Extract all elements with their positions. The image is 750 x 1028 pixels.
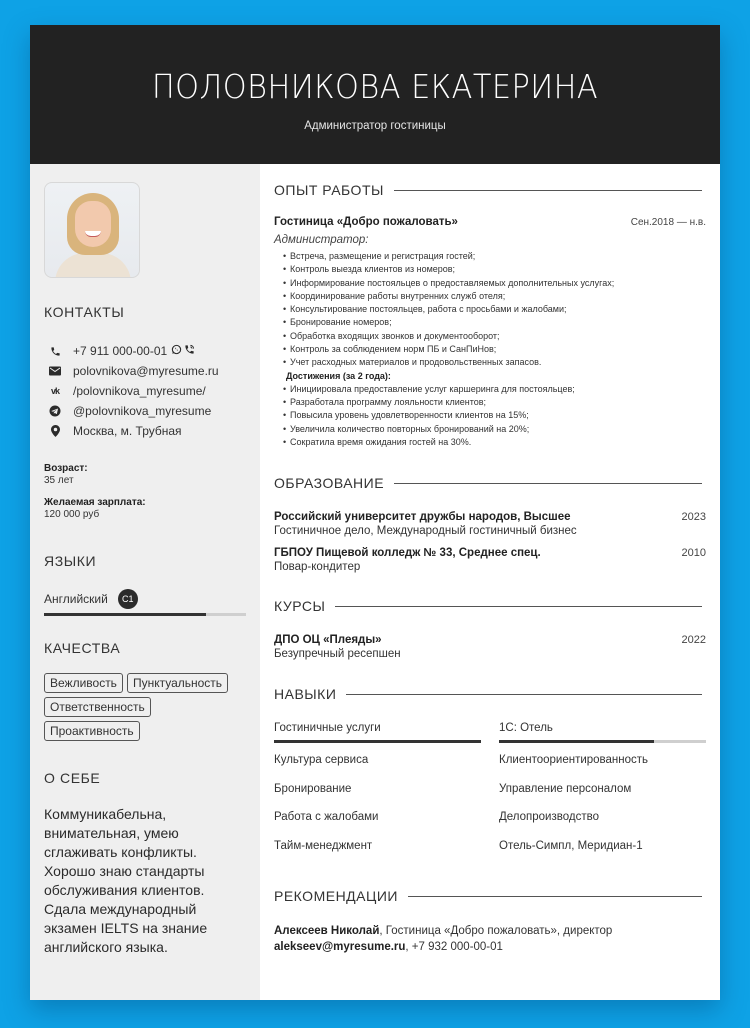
- skill-item: Отель-Симпл, Меридиан-1: [499, 839, 643, 852]
- divider: [394, 483, 702, 484]
- divider: [335, 606, 702, 607]
- quality-tag: Вежливость: [44, 673, 123, 693]
- salary-label: Желаемая зарплата:: [44, 497, 146, 508]
- skills-grid: [274, 722, 706, 868]
- contact-phone-text: +7 911 000-00-01: [73, 344, 168, 358]
- skill-level-bar: [499, 740, 706, 743]
- reference-email[interactable]: alekseev@myresume.ru: [274, 941, 406, 954]
- achievement-item: • Разработала программу лояльности клиентов;: [274, 396, 706, 409]
- contacts-list: [44, 341, 246, 441]
- telegram-icon: [48, 404, 62, 418]
- education-specialty: Гостиничное дело, Международный гостиничный бизнес: [274, 525, 577, 538]
- quality-tag: Проактивность: [44, 721, 140, 741]
- achievement-item: • Увеличила количество повторных бронирований на 20%;: [274, 423, 706, 436]
- job-duties: [274, 250, 706, 370]
- skill-item: Управление персоналом: [499, 782, 632, 795]
- course-provider: ДПО ОЦ «Плеяды»: [274, 634, 382, 647]
- language-level-bar: [44, 613, 246, 616]
- skill-item: Делопроизводство: [499, 811, 599, 824]
- qualities-list: [44, 673, 246, 741]
- language-level-badge: C1: [118, 589, 138, 609]
- contact-email-text: polovnikova@myresume.ru: [73, 364, 219, 378]
- education-year: 2010: [681, 547, 706, 560]
- salary-value: 120 000 руб: [44, 509, 100, 520]
- job-item: [274, 216, 706, 449]
- contacts-title: КОНТАКТЫ: [44, 304, 125, 320]
- about-title: О СЕБЕ: [44, 770, 101, 786]
- education-item: [274, 547, 706, 573]
- reference-phone: , +7 932 000-00-01: [405, 941, 503, 954]
- skill-level-bar: [274, 740, 481, 743]
- references-section-title: [274, 888, 706, 904]
- duty-item: • Учет расходных материалов и продовольственных запасов.: [274, 356, 706, 369]
- achievement-item: • Инициировала предоставление услуг каршеринга для постояльцев;: [274, 383, 706, 396]
- duty-item: • Бронирование номеров;: [274, 316, 706, 329]
- skills-section-title: [274, 686, 706, 702]
- languages-title: ЯЗЫКИ: [44, 553, 97, 569]
- education-specialty: Повар-кондитер: [274, 561, 361, 574]
- skill-item: Бронирование: [274, 782, 352, 795]
- education-institution: Российский университет дружбы народов, Высшее: [274, 511, 571, 524]
- quality-tag: Ответственность: [44, 697, 151, 717]
- divider: [408, 896, 702, 897]
- job-dates: Сен.2018 — н.в.: [630, 217, 706, 228]
- vk-icon: vk: [50, 386, 59, 396]
- main-content: [260, 164, 720, 1000]
- contact-email[interactable]: [44, 361, 246, 381]
- achievements-title: Достижения (за 2 года):: [286, 370, 391, 381]
- job-achievements: [274, 383, 706, 449]
- education-year: 2023: [681, 511, 706, 524]
- contact-location-text: Москва, м. Трубная: [73, 424, 182, 438]
- education-item: [274, 511, 706, 537]
- course-year: 2022: [681, 634, 706, 647]
- viber-icon[interactable]: [184, 344, 195, 358]
- experience-title-text: ОПЫТ РАБОТЫ: [274, 182, 384, 198]
- references-title-text: РЕКОМЕНДАЦИИ: [274, 888, 398, 905]
- contact-location: [44, 421, 246, 441]
- skills-title-text: НАВЫКИ: [274, 686, 337, 703]
- skill-name: Гостиничные услуги: [274, 722, 381, 735]
- course-item: [274, 634, 706, 660]
- skill-item: [499, 722, 706, 754]
- contact-telegram[interactable]: [44, 401, 246, 421]
- email-icon: [48, 364, 62, 378]
- age-label: Возраст:: [44, 463, 88, 474]
- qualities-title: КАЧЕСТВА: [44, 640, 121, 656]
- language-name: Английский: [44, 592, 108, 606]
- experience-section-title: [274, 182, 706, 198]
- education-section-title: [274, 475, 706, 491]
- reference-item: [274, 923, 706, 955]
- location-pin-icon: [48, 424, 62, 438]
- courses-title-text: КУРСЫ: [274, 598, 326, 615]
- whatsapp-icon[interactable]: [171, 344, 182, 358]
- about-text: Коммуникабельна, внимательная, умею сглаживать конфликты. Хорошо знаю стандарты обслуживания клиентов. Сдала международный экзамен IELTS на знание английского языка.: [44, 806, 208, 955]
- contact-phone[interactable]: [44, 341, 246, 361]
- courses-section-title: [274, 598, 706, 614]
- skill-item: Тайм-менеджмент: [274, 839, 373, 852]
- contact-telegram-text: @polovnikova_myresume: [73, 404, 212, 418]
- achievement-item: • Повысила уровень удовлетворенности клиентов на 15%;: [274, 409, 706, 422]
- contact-vk-text: /polovnikova_myresume/: [73, 384, 206, 398]
- avatar: [44, 182, 140, 278]
- salary-block: [44, 497, 246, 521]
- duty-item: • Информирование постояльцев о предоставляемых дополнительных услугах;: [274, 277, 706, 290]
- reference-person: Алексеев Николай: [274, 925, 380, 938]
- candidate-name: ПОЛОВНИКОВА ЕКАТЕРИНА: [151, 67, 599, 106]
- skill-item: Работа с жалобами: [274, 811, 379, 824]
- course-title: Безупречный ресепшен: [274, 648, 401, 661]
- divider: [394, 190, 702, 191]
- language-level-fill: [44, 613, 206, 616]
- education-title-text: ОБРАЗОВАНИЕ: [274, 475, 385, 492]
- quality-tag: Пунктуальность: [127, 673, 228, 693]
- resume-page: [30, 25, 720, 1000]
- candidate-position: Администратор гостиницы: [304, 120, 446, 132]
- job-role: Администратор:: [274, 234, 369, 246]
- sidebar: [30, 164, 260, 1000]
- resume-header: [30, 25, 720, 164]
- skill-item: [274, 722, 481, 754]
- skill-item: Культура сервиса: [274, 754, 369, 767]
- age-block: [44, 463, 246, 487]
- duty-item: • Консультирование постояльцев, работа с просьбами и жалобами;: [274, 303, 706, 316]
- age-value: 35 лет: [44, 475, 74, 486]
- achievement-item: • Сократила время ожидания гостей на 30%.: [274, 436, 706, 449]
- duty-item: • Контроль за соблюдением норм ПБ и СанПиНов;: [274, 343, 706, 356]
- language-item: [44, 589, 246, 616]
- duty-item: • Обработка входящих звонков и документооборот;: [274, 330, 706, 343]
- education-institution: ГБПОУ Пищевой колледж № 33, Среднее спец.: [274, 547, 541, 560]
- job-company: Гостиница «Добро пожаловать»: [274, 216, 458, 228]
- skill-item: Клиентоориентированность: [499, 754, 649, 767]
- duty-item: • Встреча, размещение и регистрация гостей;: [274, 250, 706, 263]
- contact-vk[interactable]: [44, 381, 246, 401]
- duty-item: • Координирование работы внутренних служб отеля;: [274, 290, 706, 303]
- divider: [346, 694, 702, 695]
- duty-item: • Контроль выезда клиентов из номеров;: [274, 263, 706, 276]
- reference-details: , Гостиница «Добро пожаловать», директор: [379, 925, 613, 938]
- skill-name: 1С: Отель: [499, 722, 553, 735]
- phone-icon: [48, 344, 62, 358]
